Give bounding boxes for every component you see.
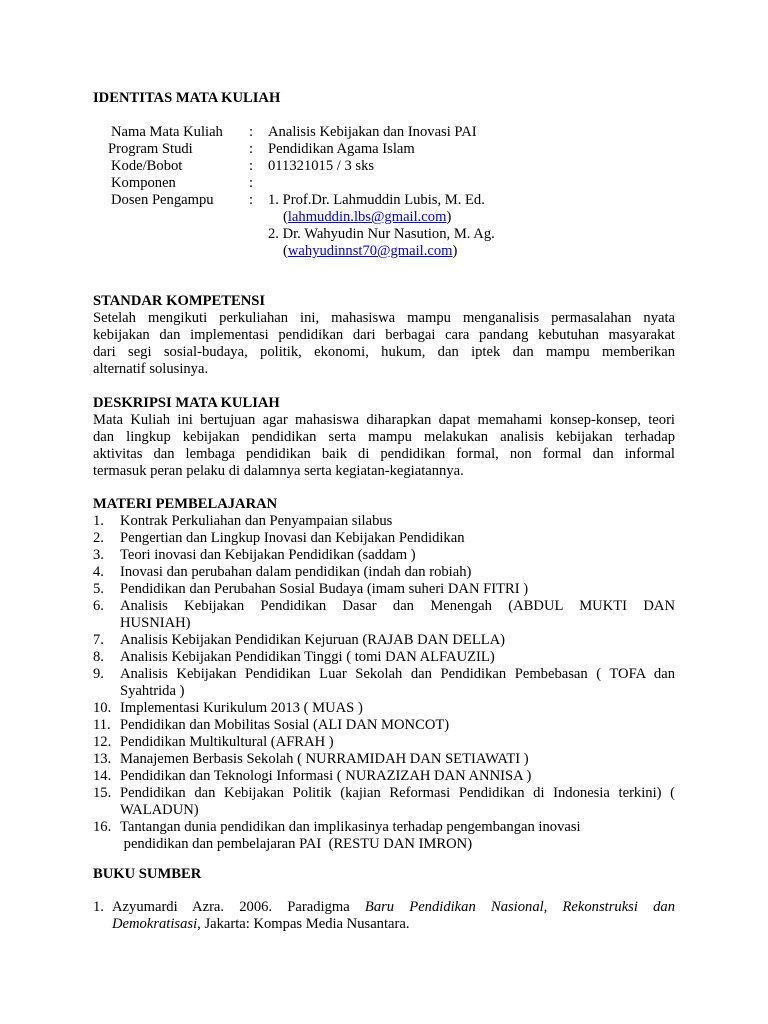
paren-close: )	[446, 209, 452, 225]
materi-item-number: 8.	[93, 649, 104, 665]
paragraph-line: Mata Kuliah ini bertujuan agar mahasiswa diharapkan dapat memahami konsep-konsep, teori	[93, 412, 675, 428]
materi-item-text: Pendidikan dan Mobilitas Sosial (ALI DAN MONCOT)	[120, 717, 450, 733]
dosen2-email-line	[283, 243, 457, 260]
dosen2-email-link[interactable]: wahyudinnst70@gmail.com	[287, 243, 453, 259]
materi-item-text: WALADUN)	[120, 802, 199, 818]
materi-item-number: 10.	[93, 700, 112, 716]
materi-item-text: Implementasi Kurikulum 2013 ( MUAS )	[120, 700, 363, 716]
identitas-colon: :	[249, 124, 254, 140]
identitas-value: Analisis Kebijakan dan Inovasi PAI	[268, 124, 477, 140]
paragraph-line: alternatif solusinya.	[93, 360, 209, 377]
materi-item-text: Analisis Kebijakan Pendidikan Luar Sekolah dan Pendidikan Pembebasan ( TOFA dan	[120, 666, 675, 682]
dosen1-email-link[interactable]: lahmuddin.lbs@gmail.com	[287, 209, 447, 225]
paragraph-line: dan lingkup kebijakan pendidikan serta mampu melakukan analisis kebijakan terhadap	[93, 428, 675, 445]
identitas-colon: :	[249, 141, 254, 157]
identitas-heading: IDENTITAS MATA KULIAH	[93, 90, 281, 106]
identitas-label: Program Studi	[108, 141, 193, 157]
paragraph-line: termasuk peran pelaku di dalamnya serta kegiatan-kegiatannya.	[93, 462, 464, 479]
materi-item-number: 11.	[93, 717, 111, 733]
materi-item-text: Pendidikan Multikultural (AFRAH )	[120, 734, 334, 750]
deskripsi-paragraph	[93, 412, 675, 480]
ref1-line2	[112, 916, 410, 933]
materi-item-text: pendidikan dan pembelajaran PAI (RESTU DAN IMRON)	[120, 836, 473, 852]
materi-item-text: Analisis Kebijakan Pendidikan Kejuruan (RAJAB DAN DELLA)	[120, 632, 506, 648]
paren-open: (	[283, 243, 288, 259]
materi-item-text: Pengertian dan Lingkup Inovasi dan Kebijakan Pendidikan	[120, 530, 465, 546]
materi-item-number: 5.	[93, 581, 104, 597]
materi-item-number: 7.	[93, 632, 104, 648]
materi-item-number: 13.	[93, 751, 112, 767]
ref1-prefix: Azyumardi Azra. 2006. Paradigma	[112, 899, 365, 915]
paragraph-line: aktivitas dan lembaga pendidikan baik di pendidikan formal, non formal dan informal	[93, 445, 675, 462]
identitas-value: Pendidikan Agama Islam	[268, 141, 415, 157]
ref1-number: 1.	[93, 899, 104, 915]
materi-item-text: Analisis Kebijakan Pendidikan Dasar dan Menengah (ABDUL MUKTI DAN	[120, 598, 675, 614]
materi-item-number: 16.	[93, 819, 112, 835]
materi-item-text: Manajemen Berbasis Sekolah ( NURRAMIDAH DAN SETIAWATI )	[120, 751, 529, 767]
materi-item-text: HUSNIAH)	[120, 615, 191, 631]
paren-open: (	[283, 209, 288, 225]
materi-item-number: 15.	[93, 785, 112, 801]
materi-item-number: 9.	[93, 666, 104, 682]
identitas-value: 1. Prof.Dr. Lahmuddin Lubis, M. Ed.	[268, 192, 485, 208]
materi-item-text: Pendidikan dan Teknologi Informasi ( NURAZIZAH DAN ANNISA )	[120, 768, 532, 784]
materi-item-text: Pendidikan dan Perubahan Sosial Budaya (imam suheri DAN FITRI )	[120, 581, 529, 597]
identitas-colon: :	[249, 175, 254, 191]
materi-item-text: Syahtrida )	[120, 683, 185, 699]
identitas-label: Kode/Bobot	[111, 158, 183, 174]
materi-item-number: 6.	[93, 598, 104, 614]
materi-item-text: Teori inovasi dan Kebijakan Pendidikan (saddam )	[120, 547, 416, 563]
materi-heading: MATERI PEMBELAJARAN	[93, 496, 278, 512]
ref1-italic-subtitle: Demokratisasi	[112, 916, 198, 932]
identitas-value: 011321015 / 3 sks	[268, 158, 375, 174]
standar-heading: STANDAR KOMPETENSI	[93, 293, 266, 309]
ref1-italic-title: Baru Pendidikan Nasional, Rekonstruksi dan	[364, 899, 675, 915]
buku-heading: BUKU SUMBER	[93, 866, 202, 882]
identitas-label: Dosen Pengampu	[111, 192, 214, 208]
materi-item-text: Analisis Kebijakan Pendidikan Tinggi ( tomi DAN ALFAUZIL)	[120, 649, 495, 665]
materi-item-number: 12.	[93, 734, 112, 750]
identitas-colon: :	[249, 158, 254, 174]
ref1-suffix: , Jakarta: Kompas Media Nusantara.	[197, 916, 410, 932]
materi-item-number: 2.	[93, 530, 104, 546]
materi-item-number: 1.	[93, 513, 104, 529]
identitas-label: Nama Mata Kuliah	[111, 124, 223, 140]
materi-item-text: Tantangan dunia pendidikan dan implikasinya terhadap pengembangan inovasi	[120, 819, 581, 835]
dosen2-name: 2. Dr. Wahyudin Nur Nasution, M. Ag.	[268, 226, 495, 242]
materi-item-number: 14.	[93, 768, 112, 784]
paren-close: )	[452, 243, 458, 259]
paragraph-line: Setelah mengikuti perkuliahan ini, mahasiswa mampu menganalisis permasalahan nyata	[93, 310, 675, 326]
ref1-line1	[112, 899, 675, 916]
materi-item-number: 4.	[93, 564, 104, 580]
standar-paragraph	[93, 310, 675, 378]
materi-item-text: Kontrak Perkuliahan dan Penyampaian silabus	[120, 513, 393, 529]
dosen1-email-line	[283, 209, 451, 226]
identitas-colon: :	[249, 192, 254, 208]
deskripsi-heading: DESKRIPSI MATA KULIAH	[93, 395, 280, 411]
materi-item-text: Pendidikan dan Kebijakan Politik (kajian Reformasi Pendidikan di Indonesia terkini) (	[120, 785, 675, 801]
paragraph-line: kebijakan dan implementasi pendidikan dari berbagai cara pandang kebutuhan masyarakat	[93, 326, 675, 343]
identitas-label: Komponen	[111, 175, 176, 191]
materi-item-text: Inovasi dan perubahan dalam pendidikan (indah dan robiah)	[120, 564, 472, 580]
paragraph-line: dari segi sosial-budaya, politik, ekonomi, hukum, dan iptek dan mampu memberikan	[93, 343, 675, 360]
materi-item-number: 3.	[93, 547, 104, 563]
